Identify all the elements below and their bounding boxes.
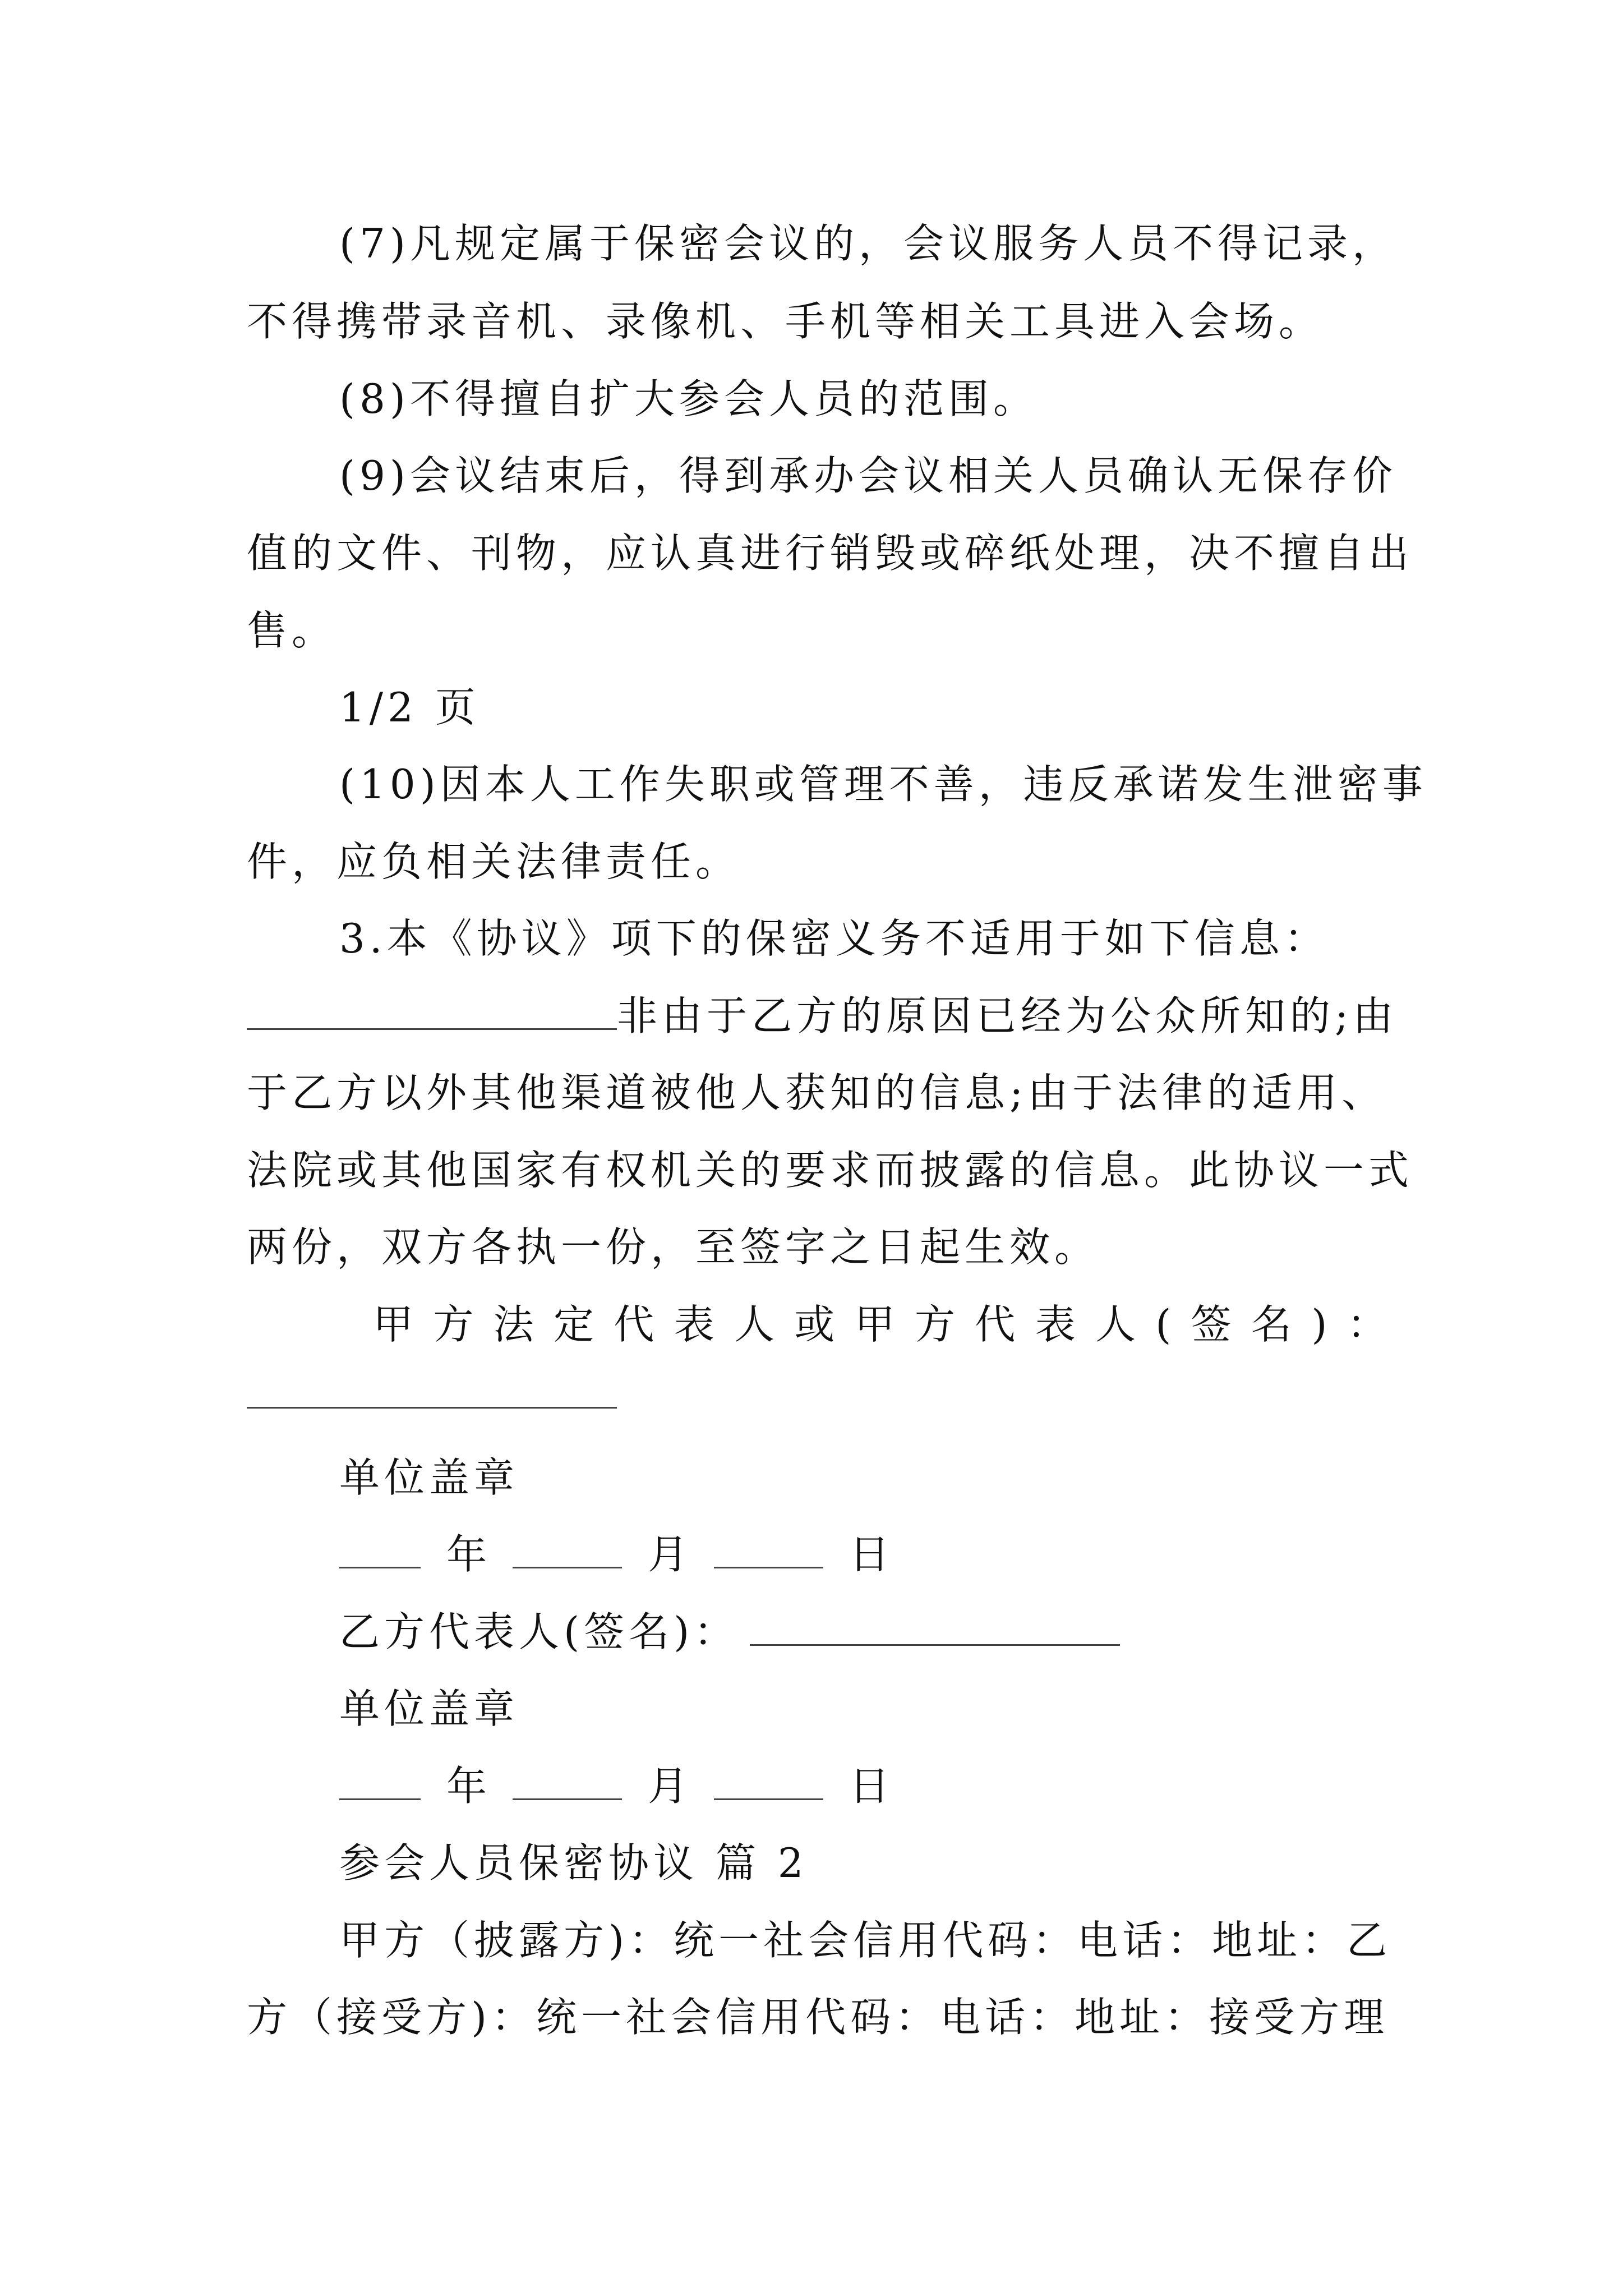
seal-label-2: 单位盖章 [339,1685,519,1732]
seal-label-1: 单位盖章 [339,1454,519,1501]
paragraph-8: (8)不得擅自扩大参会人员的范围。 [339,375,1038,422]
sig-char: 代 [975,1301,1016,1348]
sig-char: 代 [614,1301,654,1348]
party-a-signature-blank [247,1407,617,1409]
sig-char: 定 [553,1301,594,1348]
section-3-line-1: 3.本《协议》项下的保密义务不适用于如下信息： [339,915,1329,962]
sig-char: 方 [433,1301,474,1348]
party-b-signature-blank [750,1612,1120,1646]
paragraph-10-line-2: 件，应负相关法律责任。 [247,838,741,885]
sig-char: 法 [493,1301,534,1348]
paragraph-9-line-1: (9)会议结束后，得到承办会议相关人员确认无保存价 [339,452,1397,499]
date-line-1 [339,1531,890,1578]
section-3-line-5: 两份，双方各执一份，至签字之日起生效。 [247,1223,1100,1271]
paragraph-7-line-1: (7)凡规定属于保密会议的，会议服务人员不得记录， [339,220,1397,267]
section-2-title: 参会人员保密协议 篇 2 [339,1839,808,1887]
section-3-line-2 [247,992,1398,1039]
paragraph-9-line-3: 售。 [247,607,337,654]
sig-char: 名 [1251,1301,1292,1348]
sig-char: 或 [794,1301,835,1348]
day-blank [714,1534,823,1568]
sig-char: 表 [1035,1301,1076,1348]
sig-char: 人 [1095,1301,1136,1348]
page-marker: 1/2 页 [339,684,480,731]
year-label: 年 [446,1763,487,1810]
section-3-line-2-text: 非由于乙方的原因已经为公众所知的;由 [617,992,1398,1039]
date-line-2 [339,1763,890,1810]
day-blank [714,1766,823,1800]
sig-char: ( [1155,1301,1172,1348]
party-b-signature-label: 乙方代表人(签名)： [339,1608,739,1655]
party-a-signature-label [373,1301,1387,1348]
month-blank [513,1766,622,1800]
month-blank [513,1534,622,1568]
paragraph-7-line-2: 不得携带录音机、录像机、手机等相关工具进入会场。 [247,298,1324,345]
sig-char: ) [1311,1301,1327,1348]
section-3-line-3: 于乙方以外其他渠道被他人获知的信息;由于法律的适用、 [247,1069,1387,1116]
sig-char: 甲 [854,1301,895,1348]
day-label: 日 [849,1763,890,1810]
final-paragraph-line-1: 甲方（披露方)：统一社会信用代码：电话：地址：乙 [339,1917,1392,1964]
sig-char: ： [1347,1301,1387,1348]
section-3-line-4: 法院或其他国家有权机关的要求而披露的信息。此协议一式 [247,1147,1414,1194]
sig-char: 签 [1191,1301,1232,1348]
sig-char: 人 [734,1301,774,1348]
sig-char: 表 [674,1301,714,1348]
party-b-signature-line [339,1608,1120,1655]
year-label: 年 [446,1531,487,1578]
day-label: 日 [849,1531,890,1578]
paragraph-10-line-1: (10)因本人工作失职或管理不善，违反承诺发生泄密事 [339,761,1427,808]
year-blank [339,1534,421,1568]
year-blank [339,1766,421,1800]
final-paragraph-line-2: 方（接受方)：统一社会信用代码：电话：地址：接受方理 [247,1994,1389,2041]
blank-underline [247,996,617,1030]
month-label: 月 [648,1531,689,1578]
paragraph-9-line-2: 值的文件、刊物，应认真进行销毁或碎纸处理，决不擅自出 [247,530,1414,577]
month-label: 月 [648,1763,689,1810]
sig-char: 方 [914,1301,955,1348]
sig-char: 甲 [373,1301,414,1348]
